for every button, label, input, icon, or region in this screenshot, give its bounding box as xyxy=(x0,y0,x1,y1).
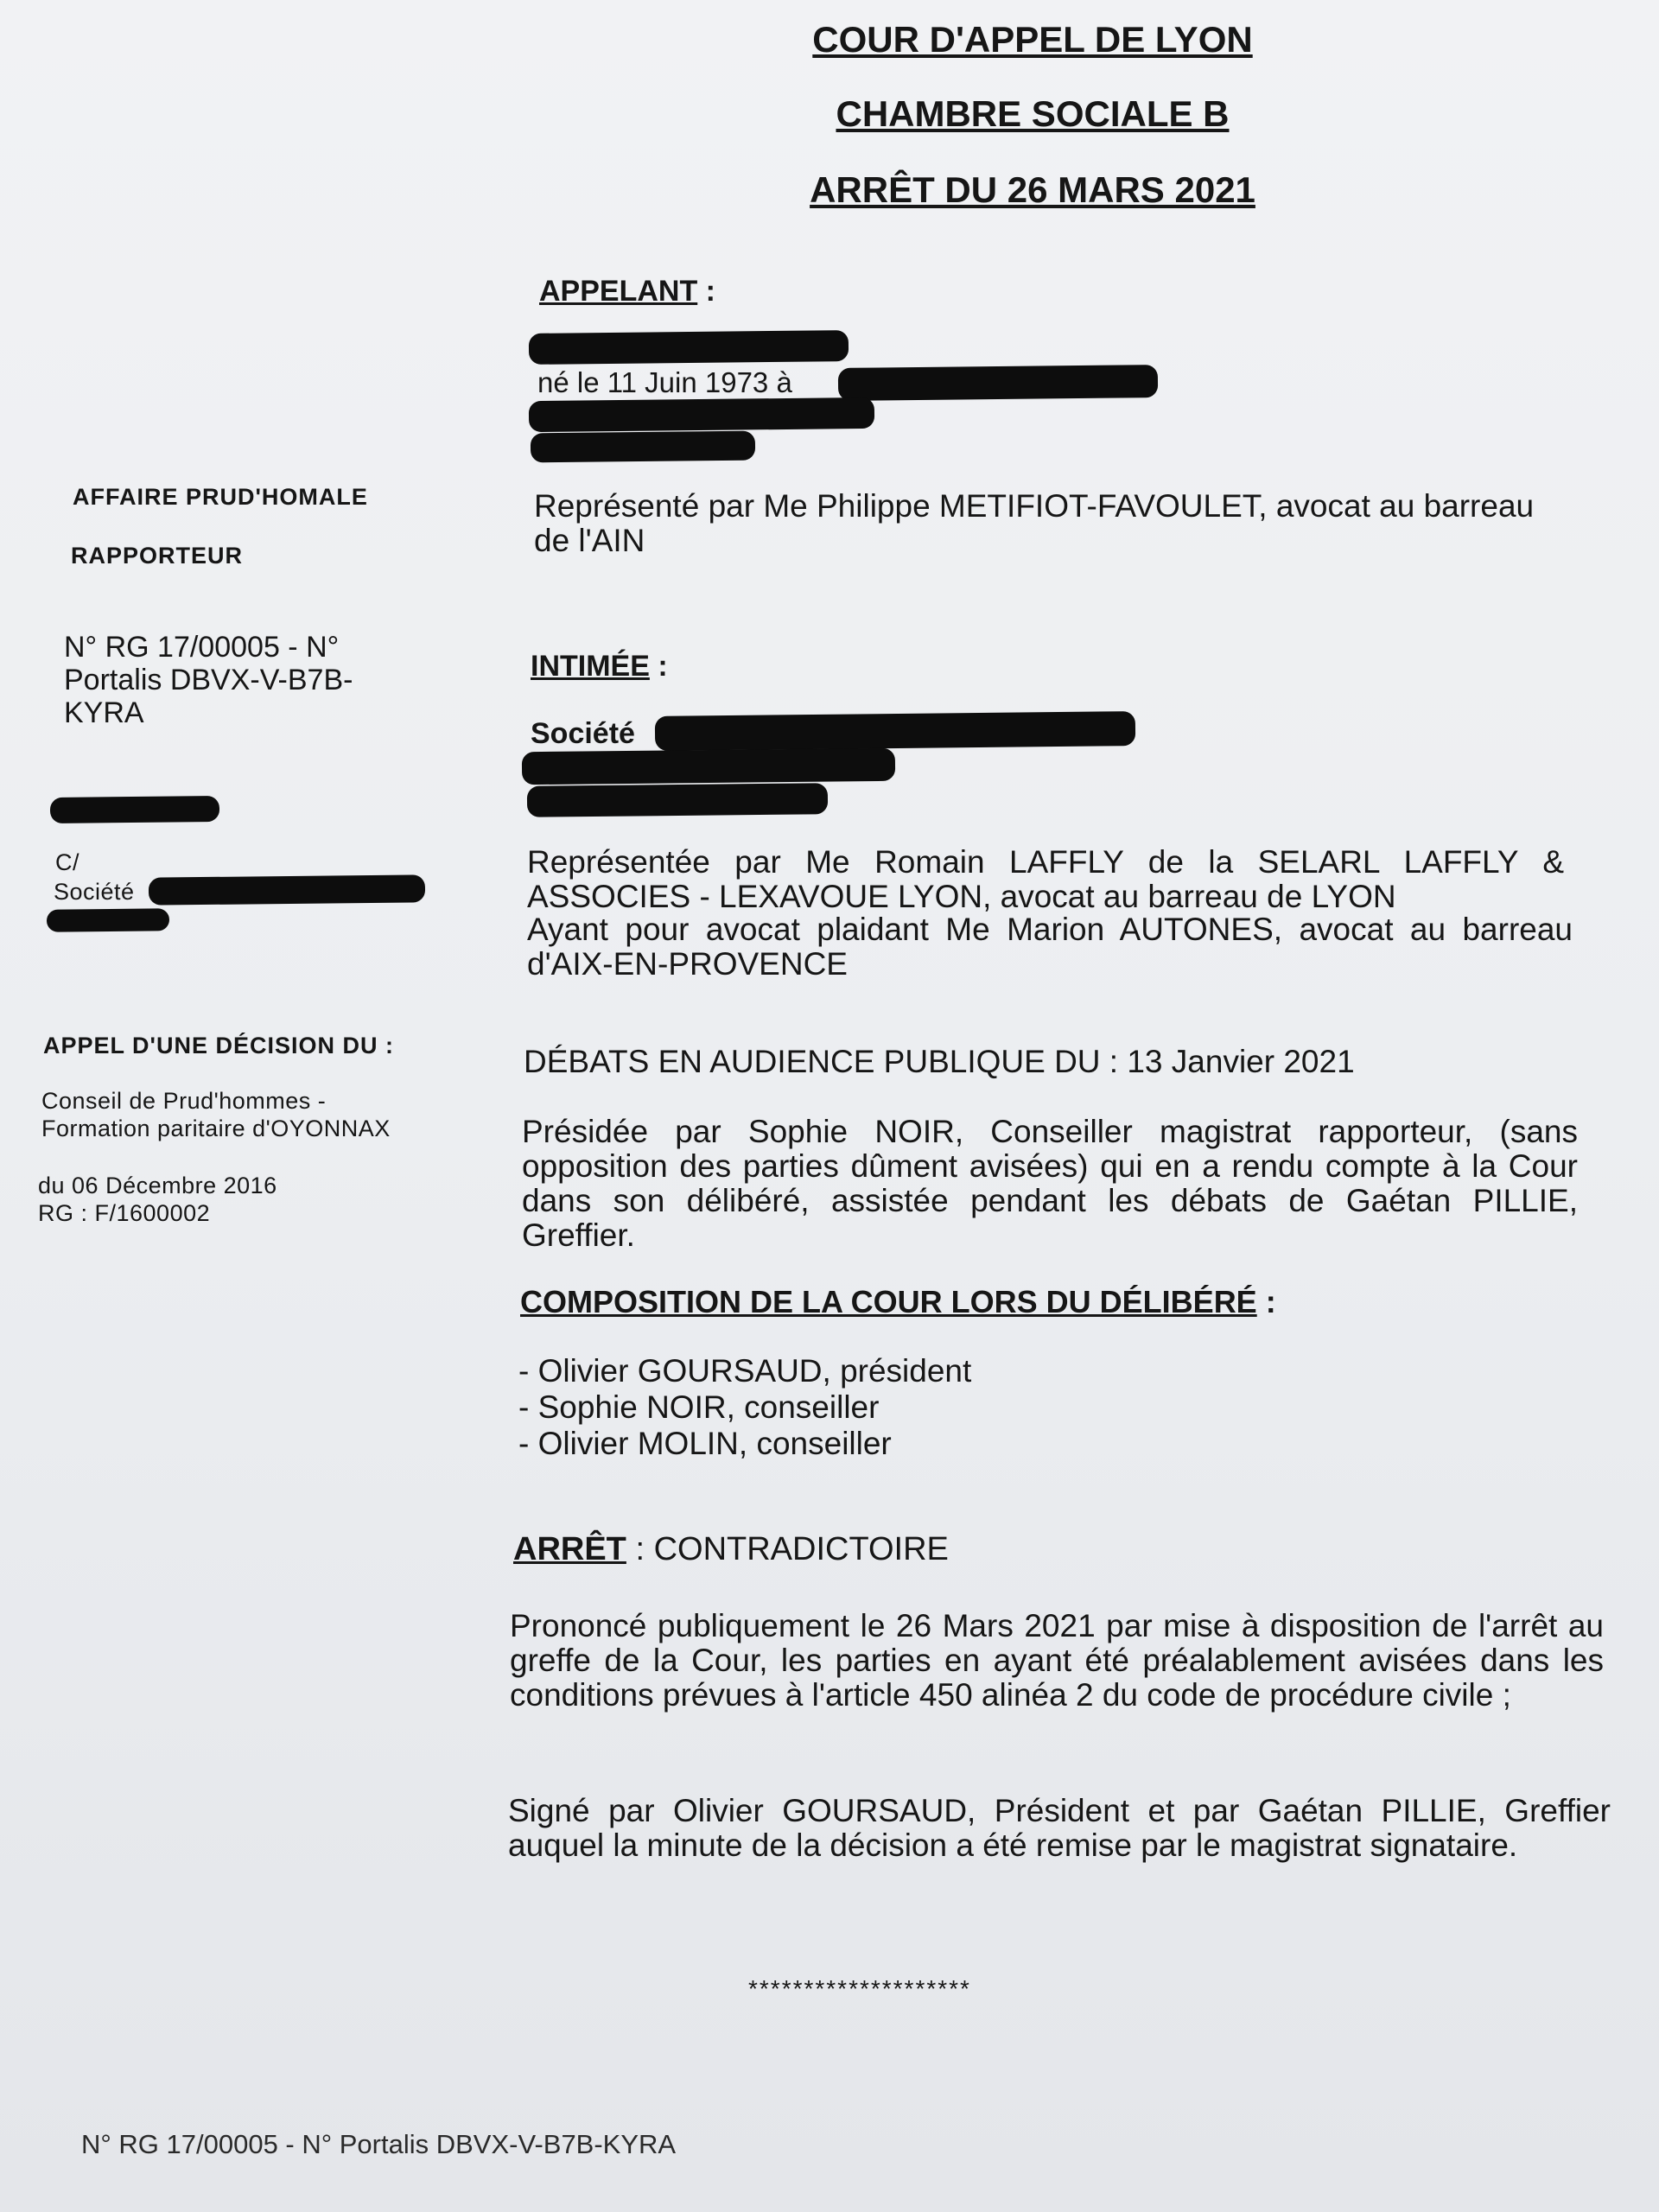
intimee-heading-text: INTIMÉE xyxy=(531,650,650,683)
member-1: - Olivier GOURSAUD, président xyxy=(518,1353,972,1389)
intimee-heading xyxy=(531,650,668,683)
debats-presided: Présidée par Sophie NOIR, Conseiller magistrat rapporteur, (sans opposition des parties dûment avisées) qui en a rendu compte à la Cour dans son délibéré, assistée pendant les débats de Gaétan PILLIE, Greffier. xyxy=(522,1114,1578,1253)
intimee-heading-colon: : xyxy=(649,650,668,683)
redacted-respondent-address-2 xyxy=(527,783,828,817)
separator-stars: ******************** xyxy=(748,1975,971,2002)
arret-signed: Signé par Olivier GOURSAUD, Président et par Gaétan PILLIE, Greffier auquel la minute de la décision a été remise par le magistrat signataire. xyxy=(508,1793,1611,1863)
appeal-court: Conseil de Prud'hommes - Formation paritaire d'OYONNAX xyxy=(41,1088,391,1141)
arret-value: : CONTRADICTOIRE xyxy=(626,1531,949,1567)
redacted-birthplace xyxy=(838,365,1158,401)
court-members xyxy=(518,1353,1296,1462)
member-3: - Olivier MOLIN, conseiller xyxy=(518,1426,892,1461)
rapporteur-label: RAPPORTEUR xyxy=(71,543,244,569)
redacted-address-line-2 xyxy=(531,431,755,463)
appellant-birth: né le 11 Juin 1973 à xyxy=(537,366,792,398)
debats-line: DÉBATS EN AUDIENCE PUBLIQUE DU : 13 Janvier 2021 xyxy=(524,1044,1355,1079)
redacted-respondent-address-1 xyxy=(522,748,895,785)
composition-heading-text: COMPOSITION DE LA COUR LORS DU DÉLIBÉRÉ xyxy=(520,1284,1257,1319)
arret-line xyxy=(513,1531,949,1568)
composition-heading xyxy=(520,1284,1276,1320)
intimee-societe-label: Société xyxy=(531,717,635,750)
court-name: COUR D'APPEL DE LYON xyxy=(812,19,1253,60)
member-2: - Sophie NOIR, conseiller xyxy=(518,1389,880,1425)
arret-heading: ARRÊT xyxy=(513,1531,626,1567)
appelant-heading xyxy=(539,275,715,308)
chamber-name: CHAMBRE SOCIALE B xyxy=(836,93,1230,134)
respondent-pleading-lawyer: Ayant pour avocat plaidant Me Marion AUTONES, avocat au barreau d'AIX-EN-PROVENCE xyxy=(527,912,1573,982)
appeal-rg: RG : F/1600002 xyxy=(38,1200,211,1226)
redacted-respondent-name xyxy=(655,711,1135,751)
arret-pronounced: Prononcé publiquement le 26 Mars 2021 par mise à disposition de l'arrêt au greffe de la Cour, les parties en ayant été préalablement avisées dans les conditions prévues à l'article 450 alinéa 2 du code de procédure civile ; xyxy=(510,1608,1604,1713)
appellant-representation: Représenté par Me Philippe METIFIOT-FAVOULET, avocat au barreau de l'AIN xyxy=(534,488,1535,558)
composition-heading-colon: : xyxy=(1256,1284,1276,1319)
redacted-party-name xyxy=(50,796,219,823)
redacted-appellant-name xyxy=(529,330,849,365)
respondent-representation: Représentée par Me Romain LAFFLY de la SELARL LAFFLY & ASSOCIES - LEXAVOUE LYON, avocat au barreau de LYON xyxy=(527,844,1564,914)
rg-number-side: N° RG 17/00005 - N° Portalis DBVX-V-B7B-KYRA xyxy=(64,631,353,729)
redacted-address-line-1 xyxy=(529,397,874,432)
redacted-company-name xyxy=(149,874,425,905)
appelant-heading-text: APPELANT xyxy=(539,275,698,308)
decision-title: ARRÊT DU 26 MARS 2021 xyxy=(810,169,1255,210)
footer-rg-number: N° RG 17/00005 - N° Portalis DBVX-V-B7B-KYRA xyxy=(81,2129,677,2159)
redacted-company-name-2 xyxy=(47,908,169,931)
case-type: AFFAIRE PRUD'HOMALE xyxy=(73,484,368,510)
appelant-heading-colon: : xyxy=(697,275,716,308)
parties-versus: C/ xyxy=(55,849,79,875)
appeal-heading: APPEL D'UNE DÉCISION DU : xyxy=(43,1033,394,1058)
parties-societe-label: Société xyxy=(54,879,135,905)
appeal-date: du 06 Décembre 2016 xyxy=(38,1173,277,1198)
